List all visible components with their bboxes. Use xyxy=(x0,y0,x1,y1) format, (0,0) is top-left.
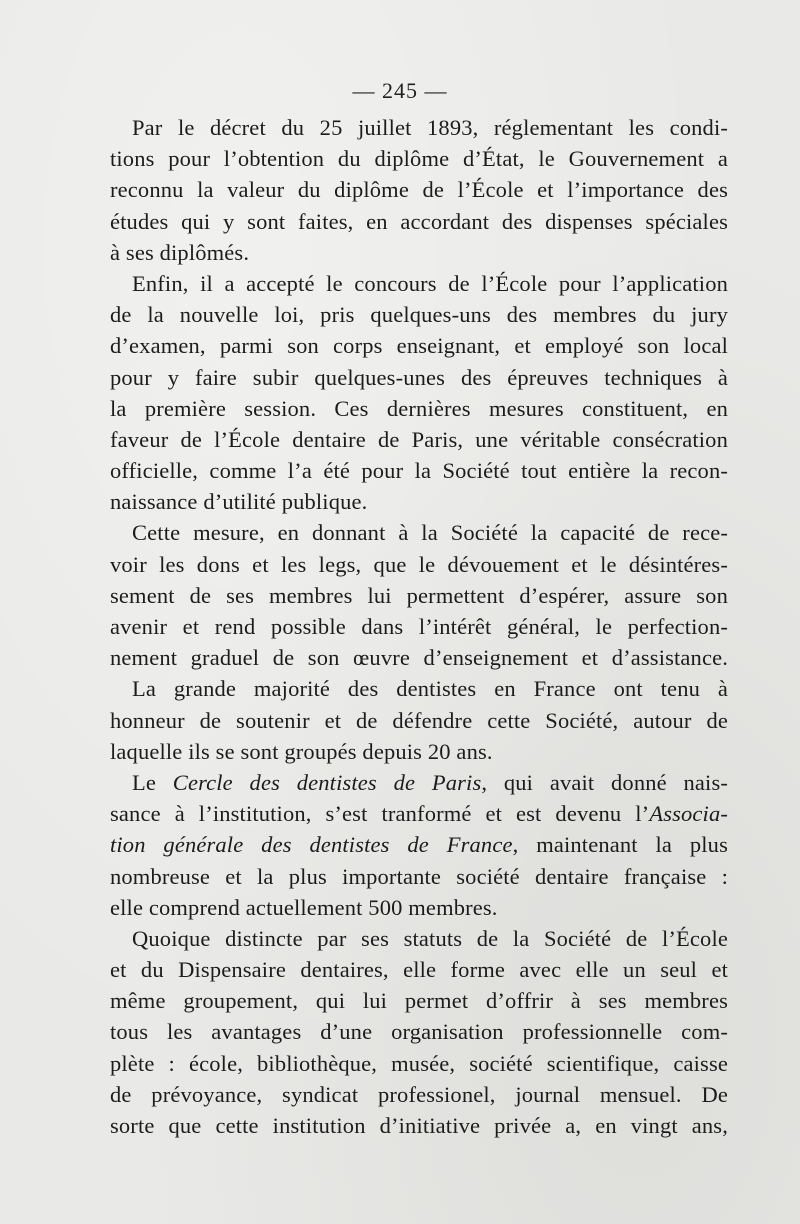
text-line: de la nouvelle loi, pris quelques-uns des membres du jury xyxy=(110,302,728,328)
text-line: Par le décret du 25 juillet 1893, réglementant les condi- xyxy=(132,115,728,140)
italic-title: Cercle des dentistes de Paris xyxy=(172,769,482,795)
text-line: pour y faire subir quelques-unes des épreuves techniques à xyxy=(110,364,728,390)
text-line: Enfin, il a accepté le concours de l’École pour l’application xyxy=(132,270,728,296)
text-line: à ses diplômés. xyxy=(110,239,250,265)
text-line: de prévoyance, syndicat professionel, journal mensuel. De xyxy=(110,1081,728,1107)
page-number: — 245 — xyxy=(352,78,448,103)
text-line: Cette mesure, en donnant à la Société la capacité de rece- xyxy=(132,520,728,546)
italic-title: Associa- xyxy=(649,801,728,827)
text-line: d’examen, parmi son corps enseignant, et employé son local xyxy=(110,333,728,359)
text-line: La grande majorité des dentistes en France ont tenu à xyxy=(132,676,728,702)
text-line: avenir et rend possible dans l’intérêt général, le perfection- xyxy=(110,614,728,639)
text-line-segment: Le xyxy=(132,769,173,795)
text-line-segment: sance à l’institution, s’est tranformé et est devenu l’ xyxy=(110,801,650,827)
text-line: naissance d’utilité publique. xyxy=(110,489,368,515)
text-line: sement de ses membres lui permettent d’espérer, assure son xyxy=(110,582,728,608)
text-line: nement graduel de son œuvre d’enseignement et d’assistance. xyxy=(110,645,728,671)
text-line-segment: , qui avait donné nais- xyxy=(481,769,728,795)
text-line: elle comprend actuellement 500 membres. xyxy=(110,894,498,920)
text-line: nombreuse et la plus importante société dentaire française : xyxy=(110,863,728,889)
text-line: honneur de soutenir et de défendre cette Société, autour de xyxy=(110,707,728,733)
text-line: sorte que cette institution d’initiative privée a, en vingt ans, xyxy=(110,1113,728,1138)
text-line-segment: , maintenant la plus xyxy=(512,832,728,858)
text-line: officielle, comme l’a été pour la Société tout entière la recon- xyxy=(110,458,728,484)
body-text xyxy=(110,112,728,1141)
text-line: et du Dispensaire dentaires, elle forme avec elle un seul et xyxy=(110,957,728,983)
text-line: même groupement, qui lui permet d’offrir à ses membres xyxy=(110,988,728,1014)
text-line: laquelle ils se sont groupés depuis 20 ans. xyxy=(110,738,493,764)
text-line xyxy=(110,767,728,798)
text-line: la première session. Ces dernières mesures constituent, en xyxy=(110,395,728,421)
text-line: tous les avantages d’une organisation professionnelle com- xyxy=(110,1019,728,1045)
text-line: Quoique distincte par ses statuts de la Société de l’École xyxy=(132,925,728,951)
text-line: études qui y sont faites, en accordant des dispenses spéciales xyxy=(110,208,728,234)
text-line: voir les dons et les legs, que le dévouement et le désintéres- xyxy=(110,551,728,577)
text-line: tions pour l’obtention du diplôme d’État, le Gouvernement a xyxy=(110,146,728,172)
text-line: reconnu la valeur du diplôme de l’École et l’importance des xyxy=(110,177,728,203)
text-line xyxy=(110,829,728,860)
italic-title: tion générale des dentistes de France xyxy=(110,832,513,858)
text-line: faveur de l’École dentaire de Paris, une véritable consécration xyxy=(110,426,728,452)
text-line xyxy=(110,798,728,829)
text-line: plète : école, bibliothèque, musée, société scientifique, caisse xyxy=(110,1050,728,1076)
